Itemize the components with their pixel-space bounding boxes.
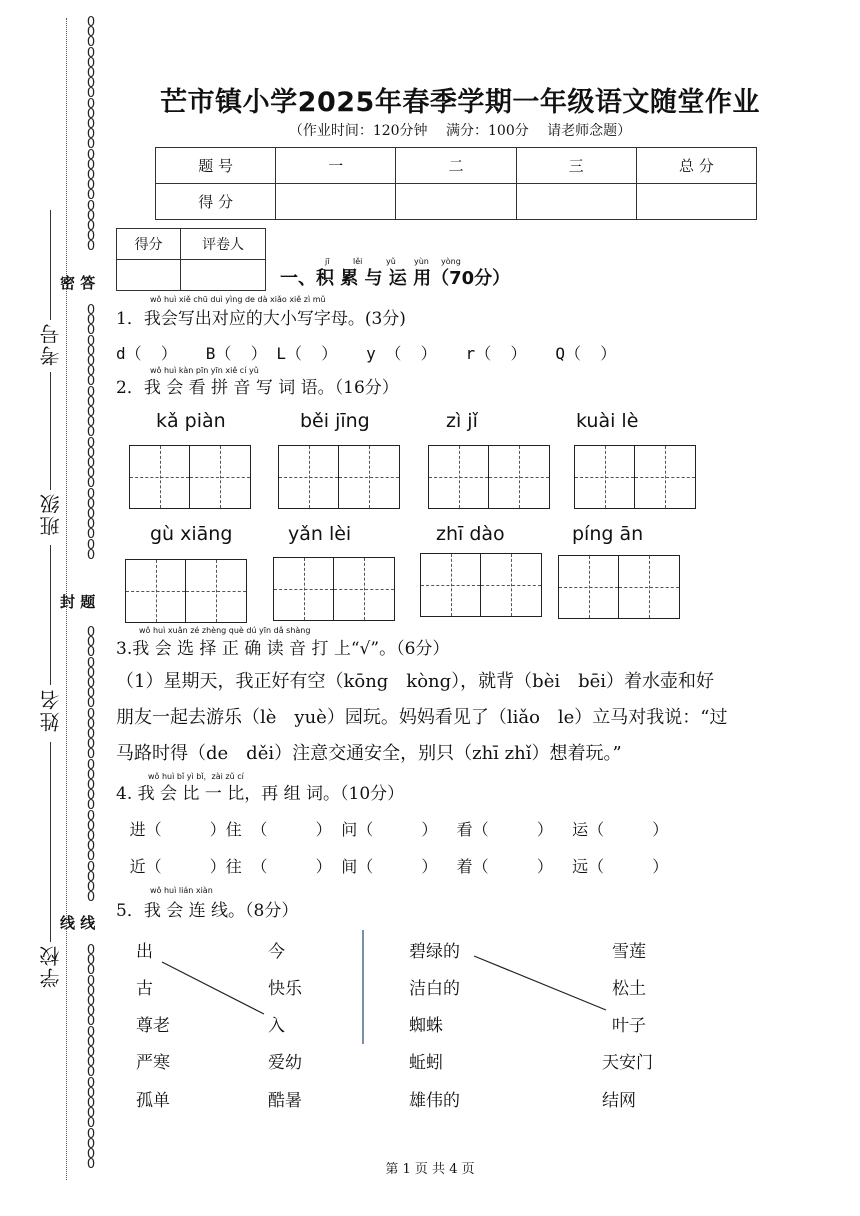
q5-title: 5．我 会 连 线。（8分） xyxy=(116,901,299,921)
match-word[interactable]: 天安门 xyxy=(602,1053,653,1073)
q4-pinyin: wǒ huì bǐ yì bǐ，zài zǔ cí xyxy=(148,772,244,781)
q3-passage-line: （1）星期天，我正好有空（kōng kòng），就背（bèi bēi）着水壶和好 xyxy=(116,671,715,692)
match-word[interactable]: 严寒 xyxy=(136,1053,170,1073)
section1-pinyin-2: lěi xyxy=(353,257,363,266)
school-label: 学校 xyxy=(39,944,63,988)
score-cell: 总 分 xyxy=(636,148,756,184)
seal-mark-3: 线 线 xyxy=(60,914,96,932)
q3-passage-line: 朋友一起去游乐（lè yuè）园玩。妈妈看见了（liǎo le）立马对我说：“过 xyxy=(116,707,728,728)
q2-pinyin-label: kuài lè xyxy=(576,410,639,432)
match-word[interactable]: 尊老 xyxy=(136,1016,170,1036)
q2-pinyin-label: kǎ piàn xyxy=(156,410,226,432)
page-footer: 第 1 页 共 4 页 xyxy=(385,1162,475,1177)
q2-pinyin-label: běi jīng xyxy=(300,410,370,432)
seal-mark-2: 封 题 xyxy=(60,593,96,611)
section1-pinyin-5: yòng xyxy=(441,257,461,266)
match-word[interactable]: 酷暑 xyxy=(268,1091,302,1111)
grader-name-label: 评卷人 xyxy=(181,229,266,260)
name-label: 姓名 xyxy=(39,688,63,732)
match-word[interactable]: 碧绿的 xyxy=(409,942,460,962)
q2-pinyin-label: gù xiāng xyxy=(150,523,233,545)
example-line-right xyxy=(474,956,606,1010)
score-row-label: 得 分 xyxy=(156,184,276,220)
margin-zeros-bottom: 0 0 0 0 0 0 0 0 0 0 0 0 0 0 0 0 0 0 0 0 0 0 xyxy=(86,943,96,1173)
margin-zeros-top: 0 0 0 0 0 0 0 0 0 0 0 0 0 0 0 0 0 0 0 0 0 0 0 xyxy=(86,15,96,255)
q3-passage-line: 马路时得（de děi）注意交通安全，别只（zhī zhǐ）想着玩。” xyxy=(116,743,622,764)
match-word[interactable]: 雪莲 xyxy=(612,942,646,962)
match-word[interactable]: 松土 xyxy=(612,979,646,999)
example-line-left xyxy=(162,962,264,1014)
match-word[interactable]: 结网 xyxy=(602,1091,636,1111)
match-word[interactable]: 古 xyxy=(136,979,153,999)
q4-word-row[interactable]: 近（ ）往 （ ） 间（ ） 着（ ） 远（ ） xyxy=(120,857,669,876)
match-word[interactable]: 叶子 xyxy=(612,1016,646,1036)
section1-pinyin-1: jī xyxy=(325,257,330,266)
score-cell: 二 xyxy=(396,148,516,184)
q2-pinyin-label: yǎn lèi xyxy=(288,523,352,545)
q1-pinyin: wǒ huì xiě chū duì yìng de dà xiǎo xiě zì mǔ xyxy=(150,295,326,304)
exam-number-label: 考号 xyxy=(39,322,63,366)
q3-pinyin: wǒ huì xuǎn zé zhèng què dú yīn dǎ shàng xyxy=(139,626,311,635)
section1-pinyin-3: yǔ xyxy=(386,257,396,266)
match-word[interactable]: 出 xyxy=(136,942,153,962)
match-word[interactable]: 蚯蚓 xyxy=(409,1053,443,1073)
class-label: 班级 xyxy=(39,492,63,536)
q2-pinyin: wǒ huì kàn pīn yīn xiě cí yǔ xyxy=(150,366,259,375)
q1-title: 1．我会写出对应的大小写字母。(3分) xyxy=(116,309,406,329)
margin-zeros-upper: 0 0 0 0 0 0 0 0 0 0 0 0 0 0 0 0 0 0 0 0 0 0 0 0 0 xyxy=(86,303,96,563)
margin-zeros-middle: 0 0 0 0 0 0 0 0 0 0 0 0 0 0 0 0 0 0 0 0 0 0 0 0 0 0 0 xyxy=(86,625,96,906)
seal-mark-1: 密 答 xyxy=(60,274,96,292)
q3-title: 3.我 会 选 择 正 确 读 音 打 上“√”。（6分） xyxy=(116,639,450,659)
score-cell: 一 xyxy=(276,148,396,184)
page-subtitle: （作业时间：120分钟 满分：100分 请老师念题） xyxy=(288,123,632,139)
q2-pinyin-label: zhī dào xyxy=(436,523,505,545)
match-word[interactable]: 孤单 xyxy=(136,1091,170,1111)
section1-pinyin-4: yùn xyxy=(414,257,429,266)
q5-pinyin: wǒ huì lián xiàn xyxy=(150,886,213,895)
match-word[interactable]: 洁白的 xyxy=(409,979,460,999)
q4-title: 4. 我 会 比 一 比，再 组 词。（10分） xyxy=(116,784,405,804)
score-cell: 三 xyxy=(516,148,636,184)
q2-pinyin-label: zì jǐ xyxy=(446,410,478,432)
match-word[interactable]: 今 xyxy=(268,942,285,962)
match-word[interactable]: 爱幼 xyxy=(268,1053,302,1073)
match-word[interactable]: 蜘蛛 xyxy=(409,1016,443,1036)
q1-letter-row[interactable]: d（ ） B（ ） L（ ） y （ ） r（ ） Q（ ） xyxy=(116,344,617,363)
match-word[interactable]: 雄伟的 xyxy=(409,1091,460,1111)
q2-title: 2．我 会 看 拼 音 写 词 语。（16分） xyxy=(116,378,399,398)
match-word[interactable]: 入 xyxy=(268,1016,285,1036)
section1-title: 一、积 累 与 运 用（70分） xyxy=(280,268,511,289)
q4-word-row[interactable]: 进（ ）住 （ ） 问（ ） 看（ ） 运（ ） xyxy=(120,820,669,839)
page-title: 芒市镇小学2025年春季学期一年级语文随堂作业 xyxy=(160,87,760,118)
score-cell: 题 号 xyxy=(156,148,276,184)
match-word[interactable]: 快乐 xyxy=(268,979,302,999)
grader-score-label: 得分 xyxy=(117,229,181,260)
q2-pinyin-label: píng ān xyxy=(572,523,644,545)
